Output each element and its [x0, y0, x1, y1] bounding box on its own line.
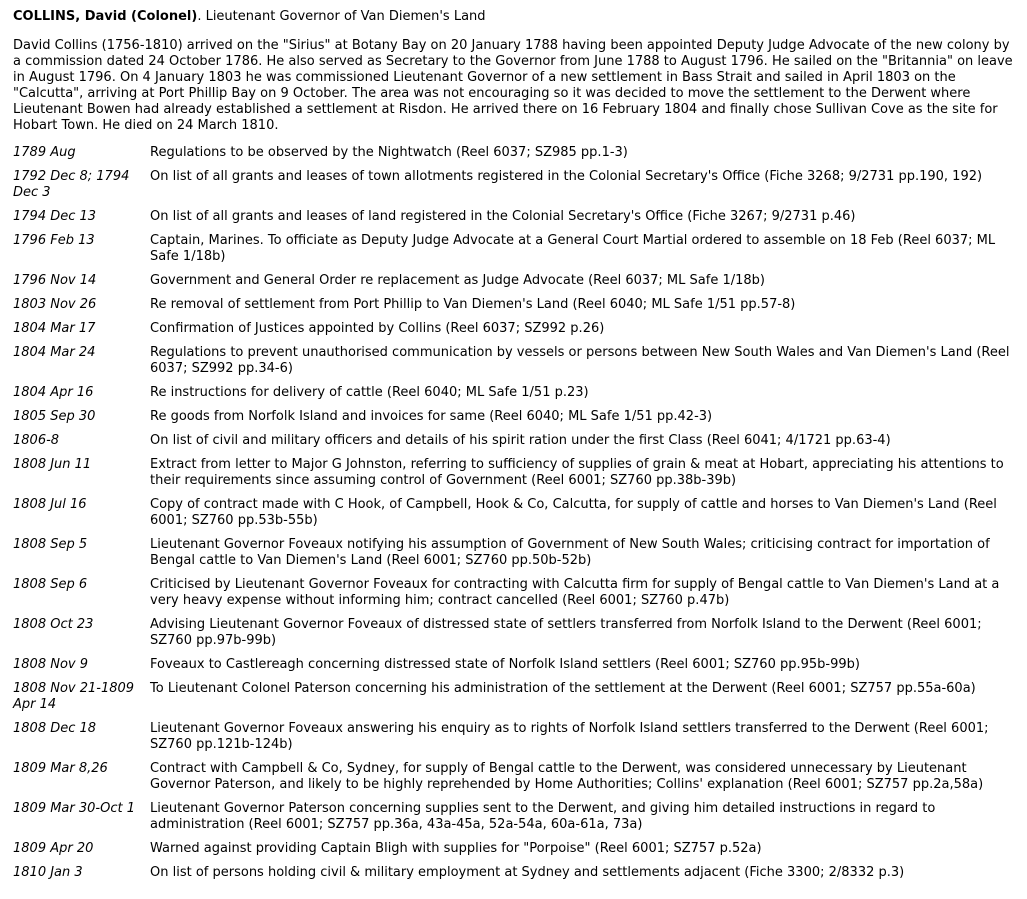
person-name: COLLINS, David (Colonel)	[13, 9, 198, 24]
table-row	[13, 865, 1014, 889]
entry-date: 1789 Aug	[13, 145, 76, 160]
entry-description: Captain, Marines. To officiate as Deputy Judge Advocate at a General Court Martial ordered to assemble on 18 Feb (Reel 6037; ML Safe 1/18b)	[150, 233, 996, 264]
entry-description: Confirmation of Justices appointed by Collins (Reel 6037; SZ992 p.26)	[150, 321, 605, 336]
entry-date: 1808 Oct 23	[13, 617, 94, 632]
table-row	[13, 209, 1014, 233]
entry-date: 1806-8	[13, 433, 60, 448]
entry-date: 1804 Mar 24	[13, 345, 96, 360]
entry-description: Copy of contract made with C Hook, of Campbell, Hook & Co, Calcutta, for supply of cattle and horses to Van Diemen's Land (Reel 6001; SZ760 pp.53b-55b)	[150, 497, 997, 528]
table-row	[13, 169, 1014, 209]
entry-description: Regulations to be observed by the Nightwatch (Reel 6037; SZ985 pp.1-3)	[150, 145, 628, 160]
entry-description: Regulations to prevent unauthorised communication by vessels or persons between New South Wales and Van Diemen's Land (Reel 6037; SZ992 pp.34-6)	[150, 345, 1010, 376]
entry-date: 1808 Jun 11	[13, 457, 92, 472]
entry-date: 1804 Apr 16	[13, 385, 94, 400]
entry-date: 1809 Mar 8,26	[13, 761, 108, 776]
entry-date: 1808 Dec 18	[13, 721, 97, 736]
table-row	[13, 433, 1014, 457]
table-row	[13, 841, 1014, 865]
table-row	[13, 321, 1014, 345]
entries-table	[13, 145, 1014, 889]
entry-date: 1808 Nov 21-1809 Apr 14	[13, 681, 135, 712]
entry-date: 1808 Sep 6	[13, 577, 88, 592]
entry-description: To Lieutenant Colonel Paterson concerning his administration of the settlement at the Derwent (Reel 6001; SZ757 pp.55a-60a)	[150, 681, 976, 696]
entry-date: 1809 Apr 20	[13, 841, 94, 856]
entry-description: Re instructions for delivery of cattle (Reel 6040; ML Safe 1/51 p.23)	[150, 385, 589, 400]
entry-description: On list of all grants and leases of land registered in the Colonial Secretary's Office (Fiche 3267; 9/2731 p.46)	[150, 209, 856, 224]
entry-description: Lieutenant Governor Paterson concerning supplies sent to the Derwent, and giving him detailed instructions in regard to administration (Reel 6001; SZ757 pp.36a, 43a-45a, 52a-54a, 60a-61a, 73a)	[150, 801, 936, 832]
entry-date: 1796 Nov 14	[13, 273, 97, 288]
entry-description: Lieutenant Governor Foveaux answering his enquiry as to rights of Norfolk Island settlers transferred to the Derwent (Reel 6001; SZ760 pp.121b-124b)	[150, 721, 989, 752]
entry-description: Warned against providing Captain Bligh with supplies for "Porpoise" (Reel 6001; SZ757 p.52a)	[150, 841, 762, 856]
table-row	[13, 537, 1014, 577]
table-row	[13, 577, 1014, 617]
table-row	[13, 457, 1014, 497]
biography-paragraph: David Collins (1756-1810) arrived on the "Sirius" at Botany Bay on 20 January 1788 having been appointed Deputy Judge Advocate of the new colony by a commission dated 24 October 1786. He also served as Secretary to the Governor from June 1788 to August 1796. He sailed on the "Britannia" on leave in August 1796. On 4 January 1803 he was commissioned Lieutenant Governor of a new settlement in Bass Strait and sailed in April 1803 on the "Calcutta", arriving at Port Phillip Bay on 9 October. The area was not encouraging so it was decided to move the settlement to the Derwent where Lieutenant Bowen had already established a settlement at Risdon. He arrived there on 16 February 1804 and finally chose Sullivan Cove as the site for Hobart Town. He died on 24 March 1810.	[13, 38, 1013, 133]
entry-date: 1810 Jan 3	[13, 865, 83, 880]
table-row	[13, 681, 1014, 721]
entries-table-body	[13, 145, 1014, 889]
entry-description: On list of all grants and leases of town allotments registered in the Colonial Secretary's Office (Fiche 3268; 9/2731 pp.190, 192)	[150, 169, 983, 184]
entry-description: Contract with Campbell & Co, Sydney, for supply of Bengal cattle to the Derwent, was considered unnecessary by Lieutenant Governor Paterson, and likely to be highly reprehended by Home Authorities; Collins' explanation (Reel 6001; SZ757 pp.2a,58a)	[150, 761, 984, 792]
person-role: . Lieutenant Governor of Van Diemen's Land	[197, 9, 486, 24]
entry-date: 1805 Sep 30	[13, 409, 96, 424]
entry-description: On list of persons holding civil & military employment at Sydney and settlements adjacent (Fiche 3300; 2/8332 p.3)	[150, 865, 905, 880]
table-row	[13, 721, 1014, 761]
entry-date: 1808 Nov 9	[13, 657, 88, 672]
entry-date: 1808 Sep 5	[13, 537, 88, 552]
table-row	[13, 497, 1014, 537]
table-row	[13, 657, 1014, 681]
entry-description: Foveaux to Castlereagh concerning distressed state of Norfolk Island settlers (Reel 6001; SZ760 pp.95b-99b)	[150, 657, 860, 672]
entry-description: Criticised by Lieutenant Governor Foveaux for contracting with Calcutta firm for supply of Bengal cattle to Van Diemen's Land at a very heavy expense without informing him; contract cancelled (Reel 6001; SZ760 p.47b)	[150, 577, 1000, 608]
entry-date: 1804 Mar 17	[13, 321, 96, 336]
table-row	[13, 385, 1014, 409]
entry-description: Government and General Order re replacement as Judge Advocate (Reel 6037; ML Safe 1/18b)	[150, 273, 765, 288]
entry-date: 1809 Mar 30-Oct 1	[13, 801, 135, 816]
table-row	[13, 617, 1014, 657]
page-title	[13, 9, 1014, 25]
table-row	[13, 145, 1014, 169]
entry-date: 1794 Dec 13	[13, 209, 97, 224]
entry-date: 1792 Dec 8; 1794 Dec 3	[13, 169, 130, 200]
entry-date: 1808 Jul 16	[13, 497, 87, 512]
entry-date: 1796 Feb 13	[13, 233, 95, 248]
entry-description: Lieutenant Governor Foveaux notifying his assumption of Government of New South Wales; criticising contract for importation of Bengal cattle to Van Diemen's Land (Reel 6001; SZ760 pp.50b-52b)	[150, 537, 990, 568]
entry-description: On list of civil and military officers and details of his spirit ration under the first Class (Reel 6041; 4/1721 pp.63-4)	[150, 433, 891, 448]
table-row	[13, 409, 1014, 433]
entry-date: 1803 Nov 26	[13, 297, 97, 312]
entry-description: Advising Lieutenant Governor Foveaux of distressed state of settlers transferred from Norfolk Island to the Derwent (Reel 6001; SZ760 pp.97b-99b)	[150, 617, 982, 648]
table-row	[13, 297, 1014, 321]
entry-description: Re goods from Norfolk Island and invoices for same (Reel 6040; ML Safe 1/51 pp.42-3)	[150, 409, 713, 424]
table-row	[13, 801, 1014, 841]
entry-description: Re removal of settlement from Port Phillip to Van Diemen's Land (Reel 6040; ML Safe 1/51 pp.57-8)	[150, 297, 796, 312]
table-row	[13, 345, 1014, 385]
table-row	[13, 273, 1014, 297]
entry-description: Extract from letter to Major G Johnston, referring to sufficiency of supplies of grain & meat at Hobart, appreciating his attentions to their requirements since assuming control of Government (Reel 6001; SZ760 pp.38b-39b)	[150, 457, 1004, 488]
table-row	[13, 233, 1014, 273]
table-row	[13, 761, 1014, 801]
